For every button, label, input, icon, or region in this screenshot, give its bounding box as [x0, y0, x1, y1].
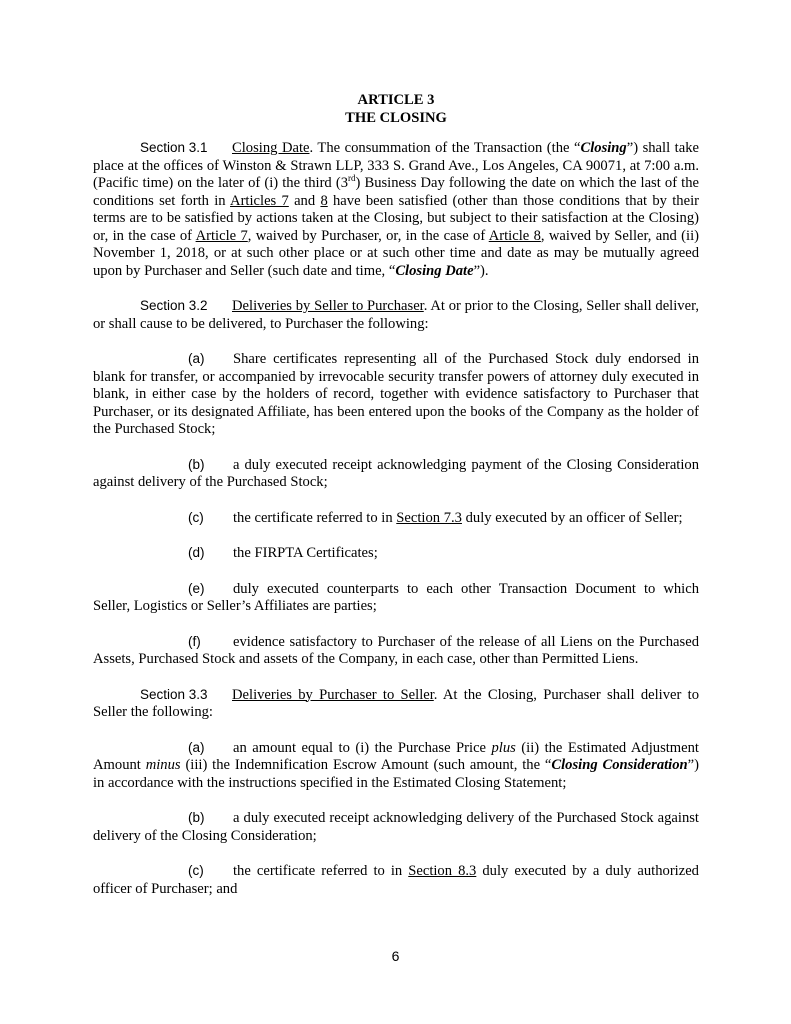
defined-term: Closing Consideration [551, 757, 688, 773]
text-run: . At the Closing, Purchaser shall deliver to Seller the following: [93, 686, 699, 720]
section-3-3 [93, 686, 699, 722]
section-heading: Deliveries by Purchaser to Seller [232, 686, 434, 703]
clause-label: (a) [188, 351, 205, 366]
clause-label: (f) [188, 633, 201, 649]
clause-text: duly executed by a duly authorized officer of Purchaser; and [93, 863, 699, 897]
clause-3-2-a [93, 350, 699, 439]
clause-text: duly executed counterparts to each other Transaction Document to which Seller, Logistics or Seller’s Affiliates are parties; [93, 580, 699, 614]
defined-term: Closing [580, 140, 627, 156]
clause-label: (d) [188, 545, 205, 560]
section-3-2 [93, 297, 699, 333]
clause-3-3-b [93, 809, 699, 845]
superscript: rd [348, 173, 356, 184]
article-heading [93, 92, 699, 127]
clause-text: ”) in accordance with the instructions specified in the Estimated Closing Statement; [93, 757, 699, 791]
page-number: 6 [391, 948, 400, 964]
clause-text: the FIRPTA Certificates; [233, 545, 378, 561]
cross-reference-link[interactable]: Article 7 [195, 227, 248, 244]
clause-text: a duly executed receipt acknowledging delivery of the Purchased Stock against delivery of the Closing Consideration; [93, 810, 699, 844]
clause-label: (b) [188, 810, 205, 825]
clause-text: the certificate referred to in [233, 509, 397, 526]
text-run: . The consummation of the Transaction (the “ [309, 140, 581, 156]
cross-reference-link[interactable]: Section 7.3 [396, 509, 462, 526]
text-run: ”) shall take place at the offices of Winston & Strawn LLP, 333 S. Grand Ave., Los Angeles, CA 90071, at 7:00 a.m. (Pacific time) on the later of (i) the third (3 [93, 140, 699, 191]
section-3-1 [93, 139, 699, 280]
section-number: Section 3.2 [140, 298, 208, 313]
clause-label: (c) [188, 863, 204, 878]
text-run: and [288, 192, 321, 209]
clause-text: duly executed by an officer of Seller; [461, 509, 683, 526]
article-number: ARTICLE 3 [357, 92, 435, 108]
clause-label: (a) [188, 739, 205, 755]
clause-text: evidence satisfactory to Purchaser of the release of all Liens on the Purchased Assets, Purchased Stock and assets of the Company, in each case, other than Permitted Liens. [93, 633, 699, 667]
clause-text: a duly executed receipt acknowledging payment of the Closing Consideration against delivery of the Purchased Stock; [93, 456, 699, 490]
text-run: ”). [473, 262, 489, 279]
clause-label: (c) [188, 509, 204, 525]
text-run: . At or prior to the Closing, Seller shall deliver, or shall cause to be delivered, to Purchaser the following: [93, 298, 699, 332]
text-run: , waived by Seller, and (ii) November 1, 2018, or at such other place or at such other time and date as may be mutually agreed upon by Purchaser and Seller (such date and time, “ [93, 227, 699, 279]
text-run: ) Business Day following the date on which the last of the conditions set forth in [93, 175, 699, 209]
clause-3-2-c [93, 509, 699, 528]
clause-text: (iii) the Indemnification Escrow Amount (such amount, the “ [180, 757, 552, 773]
clause-3-2-f [93, 633, 699, 669]
clause-text: (ii) the Estimated Adjustment Amount [93, 739, 699, 773]
cross-reference-link[interactable]: 8 [320, 192, 328, 209]
italic-word: minus [145, 757, 181, 773]
clause-text: Share certificates representing all of the Purchased Stock duly endorsed in blank for transfer, or accompanied by irrevocable security transfer powers of attorney duly executed in blank, in either case by the holders of record, together with evidence satisfactory to Purchaser that Purchaser, or its designated Affiliate, has been entered upon the books of the Company as the holder of the Purchased Stock; [93, 351, 699, 437]
cross-reference-link[interactable]: Articles 7 [230, 192, 289, 209]
section-number: Section 3.1 [140, 140, 208, 155]
section-heading: Closing Date [232, 140, 310, 156]
section-number: Section 3.3 [140, 686, 208, 702]
text-run: , waived by Purchaser, or, in the case of [247, 227, 489, 244]
clause-label: (b) [188, 456, 205, 472]
italic-word: plus [491, 739, 516, 756]
clause-3-3-a [93, 739, 699, 793]
defined-term: Closing Date [395, 262, 474, 279]
clause-3-2-b [93, 456, 699, 492]
cross-reference-link[interactable]: Article 8 [488, 227, 541, 244]
clause-text: an amount equal to (i) the Purchase Price [233, 739, 492, 756]
clause-text: the certificate referred to in [233, 863, 409, 879]
section-heading: Deliveries by Seller to Purchaser [232, 298, 424, 314]
article-title: THE CLOSING [345, 109, 447, 126]
clause-3-2-e [93, 580, 699, 616]
clause-label: (e) [188, 580, 205, 596]
text-run: have been satisfied (other than those conditions that by their terms are to be satisfied by actions taken at the Closing, but subject to their satisfaction at the Closing) or, in the case of [93, 192, 699, 244]
document-page [93, 92, 699, 915]
clause-3-2-d [93, 544, 699, 563]
clause-3-3-c [93, 862, 699, 898]
cross-reference-link[interactable]: Section 8.3 [408, 863, 477, 879]
